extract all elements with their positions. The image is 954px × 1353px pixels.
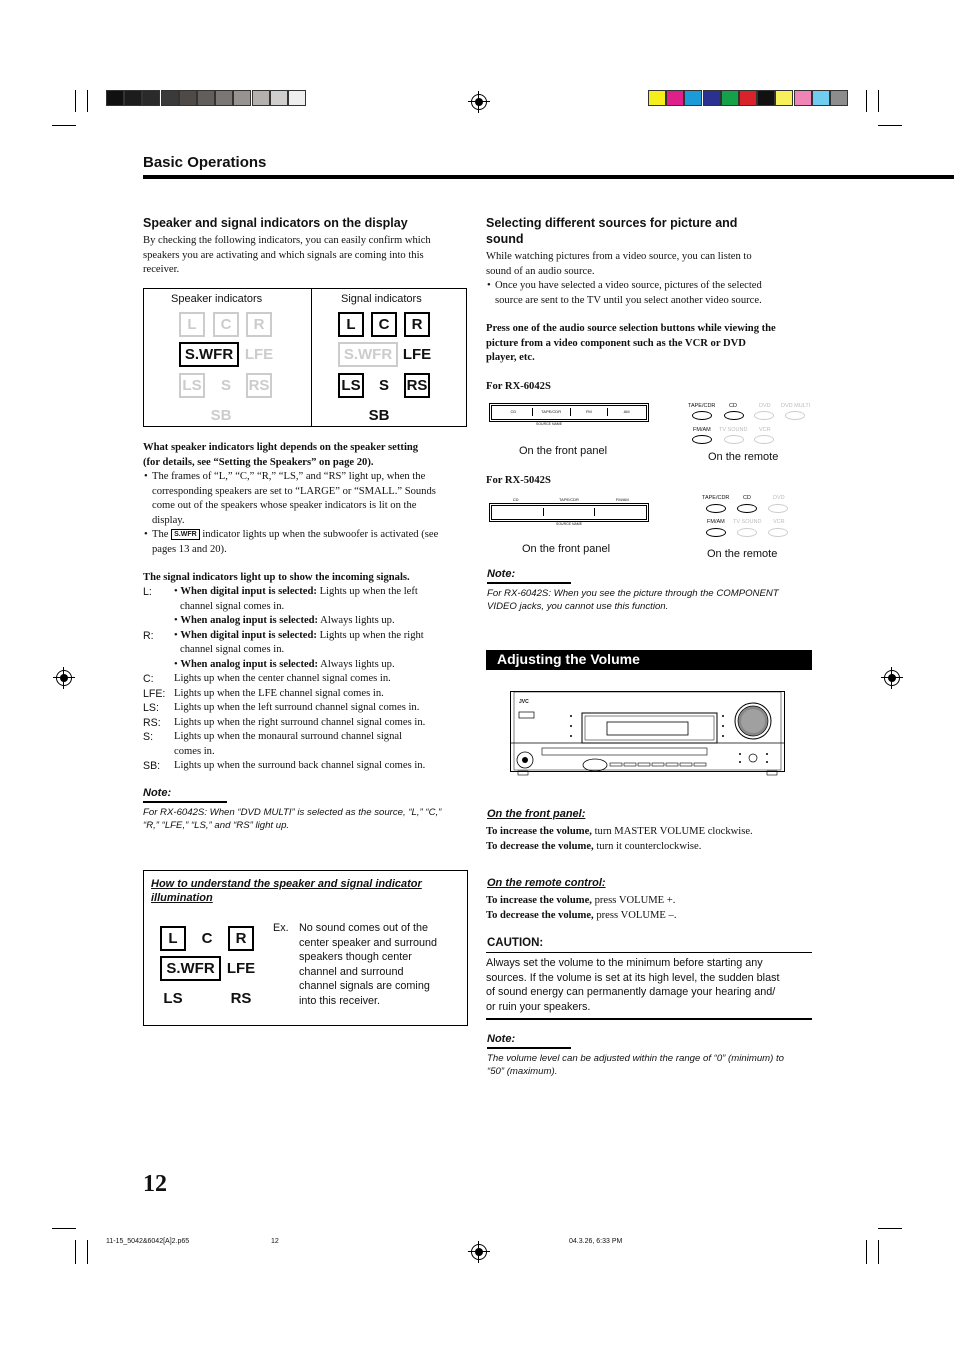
- volume-banner-title: Adjusting the Volume: [497, 651, 640, 667]
- section-title: Basic Operations: [143, 154, 267, 171]
- speaker-indicator-l: L: [179, 312, 205, 337]
- remote-caption-1: On the remote: [708, 451, 779, 463]
- front-panel-caption-1: On the front panel: [519, 445, 608, 457]
- front-panel-6042: [489, 403, 649, 422]
- signal-list: L: • When digital input is selected: Lights up when the left channel signal comes in. • When analog input is selected: Always lights up. R: • When digital input is selected: Lights up when the right channel signal comes in. • When analog input is selected: Always lights up. C: Lights up when the center channel signal comes in. LFE: Lights up when the LFE channel signal comes in. LS: Lights up when the left surround channel signal comes in. RS: Lights up when the right surround channel signal comes in. S: Lights up when the monaural surround channel signal comes in. SB: Lights up when the surround back channel signal comes in.: [143, 586, 426, 772]
- caution-text: Always set the volume to the minimum before starting any sources. If the volume is set at its high level, the sudden blast of sound energy can permanently damage your hearing and/ or ruin your speakers.: [486, 957, 780, 1013]
- bullet-swfr: • The S.WFR indicator lights up when the subwoofer is activated (see pages 13 and 20).: [144, 529, 439, 555]
- howto-title: How to understand the speaker and signal indicator illumination: [151, 878, 422, 904]
- remote-label-fmam: FM/AM: [693, 427, 711, 433]
- signal-indicator-lfe: LFE: [402, 346, 432, 363]
- remote2-label-cd: CD: [743, 495, 751, 501]
- front-panel-5042: [489, 503, 649, 522]
- note-text-left: For RX-6042S: When “DVD MULTI” is selected as the source, “L,” “C,” “R,” “LFE,” “LS,” and “RS” light up.: [143, 807, 442, 831]
- panel-cd-button: CD: [495, 408, 533, 416]
- panel-am-button: AM: [623, 409, 630, 414]
- speaker-section-intro: By checking the following indicators, you can easily confirm which speakers you are activating and which signals are coming into this receiver.: [143, 235, 431, 275]
- note-rule-sources: [487, 582, 571, 584]
- signal-indicator-l: L: [338, 312, 364, 337]
- example-indicator-l: L: [160, 926, 186, 951]
- panel2-tapecdr-label: TAPE/CDR: [559, 497, 579, 502]
- remote-caption-2: On the remote: [707, 548, 778, 560]
- remote-dvd-multi-button[interactable]: [785, 411, 805, 420]
- signal-indicator-r: R: [404, 312, 430, 337]
- signal-indicator-rs: RS: [404, 373, 430, 398]
- receiver-front-panel-svg: [510, 690, 785, 777]
- remote2-fmam-button[interactable]: [706, 528, 726, 537]
- signal-indicator-c: C: [371, 312, 397, 337]
- example-indicator-lfe: LFE: [226, 960, 256, 977]
- remote2-label-vcr: VCR: [773, 519, 785, 525]
- indicator-table: [143, 288, 467, 427]
- speaker-indicator-sb: SB: [210, 407, 232, 424]
- swfr-inline-icon: S.WFR: [171, 529, 200, 540]
- color-swatch: [721, 90, 739, 106]
- color-swatch: [648, 90, 666, 106]
- sources-title: Selecting different sources for picture and sound: [486, 216, 738, 246]
- source-name-label: SOURCE NAME: [536, 422, 563, 426]
- bullet-frames: • The frames of “L,” “C,” “R,” “LS,” and “RS” light up, when the corresponding speakers are set to “LARGE” or “SMALL.” Sounds come out of the speakers whose speaker indicators is lit on the display.: [144, 471, 436, 526]
- speaker-indicator-c: C: [213, 312, 239, 337]
- registration-mark-icon: [884, 670, 900, 686]
- howto-example-text: No sound comes out of the center speaker and surround speakers though center channel and surround channel signals are coming into this receiver.: [299, 922, 438, 1007]
- remote-dvd-button[interactable]: [754, 411, 774, 420]
- brand-logo: JVC: [519, 699, 529, 705]
- registration-mark-icon: [471, 94, 487, 110]
- panel2-cd-label: CD: [512, 497, 519, 502]
- source-name-label-2: SOURCE NAME: [556, 522, 583, 526]
- note-title-volume: Note:: [487, 1033, 516, 1045]
- panel-tapecdr-button: TAPE/CDR: [533, 408, 571, 416]
- gray-swatch: [270, 90, 288, 106]
- signal-indicator-s: S: [378, 377, 389, 394]
- remote2-tapecdr-button[interactable]: [706, 504, 726, 513]
- footer-file-page: 12: [271, 1238, 279, 1245]
- signal-indicator-sb: SB: [368, 407, 390, 424]
- caution-title: CAUTION:: [487, 937, 544, 949]
- gray-swatch: [215, 90, 233, 106]
- remote2-vcr-button[interactable]: [768, 528, 788, 537]
- color-swatch: [684, 90, 702, 106]
- gray-swatch: [197, 90, 215, 106]
- speaker-section-title: Speaker and signal indicators on the display: [143, 216, 408, 230]
- remote-fmam-button[interactable]: [692, 435, 712, 444]
- remote2-cd-button[interactable]: [737, 504, 757, 513]
- remote2-label-fmam: FM/AM: [707, 519, 725, 525]
- sources-intro: While watching pictures from a video source, you can listen to sound of an audio source.: [486, 251, 752, 277]
- model-6042-label: For RX-6042S: [486, 381, 551, 392]
- signal-indicators-heading: Signal indicators: [341, 293, 422, 305]
- remote-subtitle: On the remote control:: [487, 877, 606, 889]
- color-swatch: [757, 90, 775, 106]
- remote-label-tv-sound: TV SOUND: [719, 427, 748, 433]
- signal-indicator-ls: LS: [338, 373, 364, 398]
- howto-ex-label: Ex.: [273, 922, 289, 934]
- front-panel-instructions: To increase the volume, turn MASTER VOLUME clockwise. To decrease the volume, turn it counterclockwise.: [486, 826, 753, 852]
- speaker-indicators-heading: Speaker indicators: [171, 293, 263, 305]
- page-number: 12: [143, 1171, 167, 1197]
- footer-file-name: 11-15_5042&6042[A]2.p65: [106, 1238, 190, 1245]
- color-swatch: [775, 90, 793, 106]
- speaker-indicator-swfr: S.WFR: [179, 342, 239, 367]
- depends-heading: What speaker indicators light depends on the speaker setting (for details, see “Setting the Speakers” on page 20).: [143, 442, 419, 468]
- remote-cd-button[interactable]: [724, 411, 744, 420]
- signal-indicator-swfr: S.WFR: [338, 342, 398, 367]
- remote-label-dvd: DVD: [759, 403, 771, 409]
- remote-label-vcr: VCR: [759, 427, 771, 433]
- color-swatch: [830, 90, 848, 106]
- remote2-tv-sound-button[interactable]: [737, 528, 757, 537]
- color-swatch: [812, 90, 830, 106]
- example-indicator-rs: RS: [230, 990, 252, 1007]
- remote-label-tapecdr: TAPE/CDR: [688, 403, 716, 409]
- note-title-sources: Note:: [487, 568, 516, 580]
- volume-banner: [486, 650, 812, 670]
- example-indicator-c: C: [201, 930, 213, 947]
- front-panel-caption-2: On the front panel: [522, 543, 611, 555]
- model-5042-label: For RX-5042S: [486, 475, 551, 486]
- note-title-left: Note:: [143, 787, 172, 799]
- remote2-label-dvd: DVD: [773, 495, 785, 501]
- example-indicator-swfr: S.WFR: [160, 956, 221, 981]
- example-indicator-ls: LS: [163, 990, 183, 1007]
- gray-swatch: [288, 90, 306, 106]
- color-swatch: [739, 90, 757, 106]
- panel2-fmam-label: FM/AM: [615, 497, 629, 502]
- note-text-sources: For RX-6042S: When you see the picture through the COMPONENT VIDEO jacks, you cannot use this function.: [487, 588, 779, 612]
- example-indicator-r: R: [228, 926, 254, 951]
- remote-instructions: To increase the volume, press VOLUME +. To decrease the volume, press VOLUME –.: [486, 895, 677, 921]
- gray-swatch: [161, 90, 179, 106]
- speaker-indicator-rs: RS: [246, 373, 272, 398]
- sources-instruction: Press one of the audio source selection buttons while viewing the picture from a video component such as the VCR or DVD player, etc.: [486, 323, 776, 363]
- note-rule: [143, 801, 227, 803]
- remote-label-cd: CD: [729, 403, 737, 409]
- gray-swatch: [142, 90, 160, 106]
- sources-bullet: • Once you have selected a video source, pictures of the selected source are sent to the TV until you select another video source.: [487, 280, 762, 306]
- color-swatch: [794, 90, 812, 106]
- remote2-label-tapecdr: TAPE/CDR: [702, 495, 730, 501]
- color-swatch: [703, 90, 721, 106]
- panel-fm-button: FM: [571, 408, 609, 416]
- speaker-indicator-ls: LS: [179, 373, 205, 398]
- remote-label-dvd-multi: DVD MULTI: [781, 403, 811, 409]
- remote-vcr-button[interactable]: [754, 435, 774, 444]
- speaker-indicator-r: R: [246, 312, 272, 337]
- signal-heading: The signal indicators light up to show the incoming signals.: [143, 572, 410, 583]
- remote-tv-sound-button[interactable]: [724, 435, 744, 444]
- howto-box: [143, 870, 468, 1026]
- gray-swatch: [124, 90, 142, 106]
- front-panel-subtitle: On the front panel:: [487, 808, 586, 820]
- header-rule: [143, 175, 954, 179]
- registration-mark-icon: [471, 1244, 487, 1260]
- note-text-volume: The volume level can be adjusted within the range of “0” (minimum) to “50” (maximum).: [487, 1053, 785, 1077]
- front-panel-5042-labels: [489, 497, 649, 503]
- remote2-dvd-button[interactable]: [768, 504, 788, 513]
- remote-tapecdr-button[interactable]: [692, 411, 712, 420]
- remote2-label-tv-sound: TV SOUND: [733, 519, 762, 525]
- gray-swatch: [106, 90, 124, 106]
- receiver-illustration: [510, 690, 785, 777]
- color-swatch: [666, 90, 684, 106]
- speaker-indicator-lfe: LFE: [244, 346, 274, 363]
- caution-top-rule: [486, 952, 812, 953]
- speaker-indicator-s: S: [220, 377, 231, 394]
- registration-mark-icon: [56, 670, 72, 686]
- caution-bottom-rule: [486, 1018, 812, 1020]
- footer-timestamp: 04.3.26, 6:33 PM: [569, 1238, 623, 1245]
- gray-swatch: [233, 90, 251, 106]
- gray-swatch: [179, 90, 197, 106]
- gray-swatch: [252, 90, 270, 106]
- note-rule-volume: [487, 1047, 571, 1049]
